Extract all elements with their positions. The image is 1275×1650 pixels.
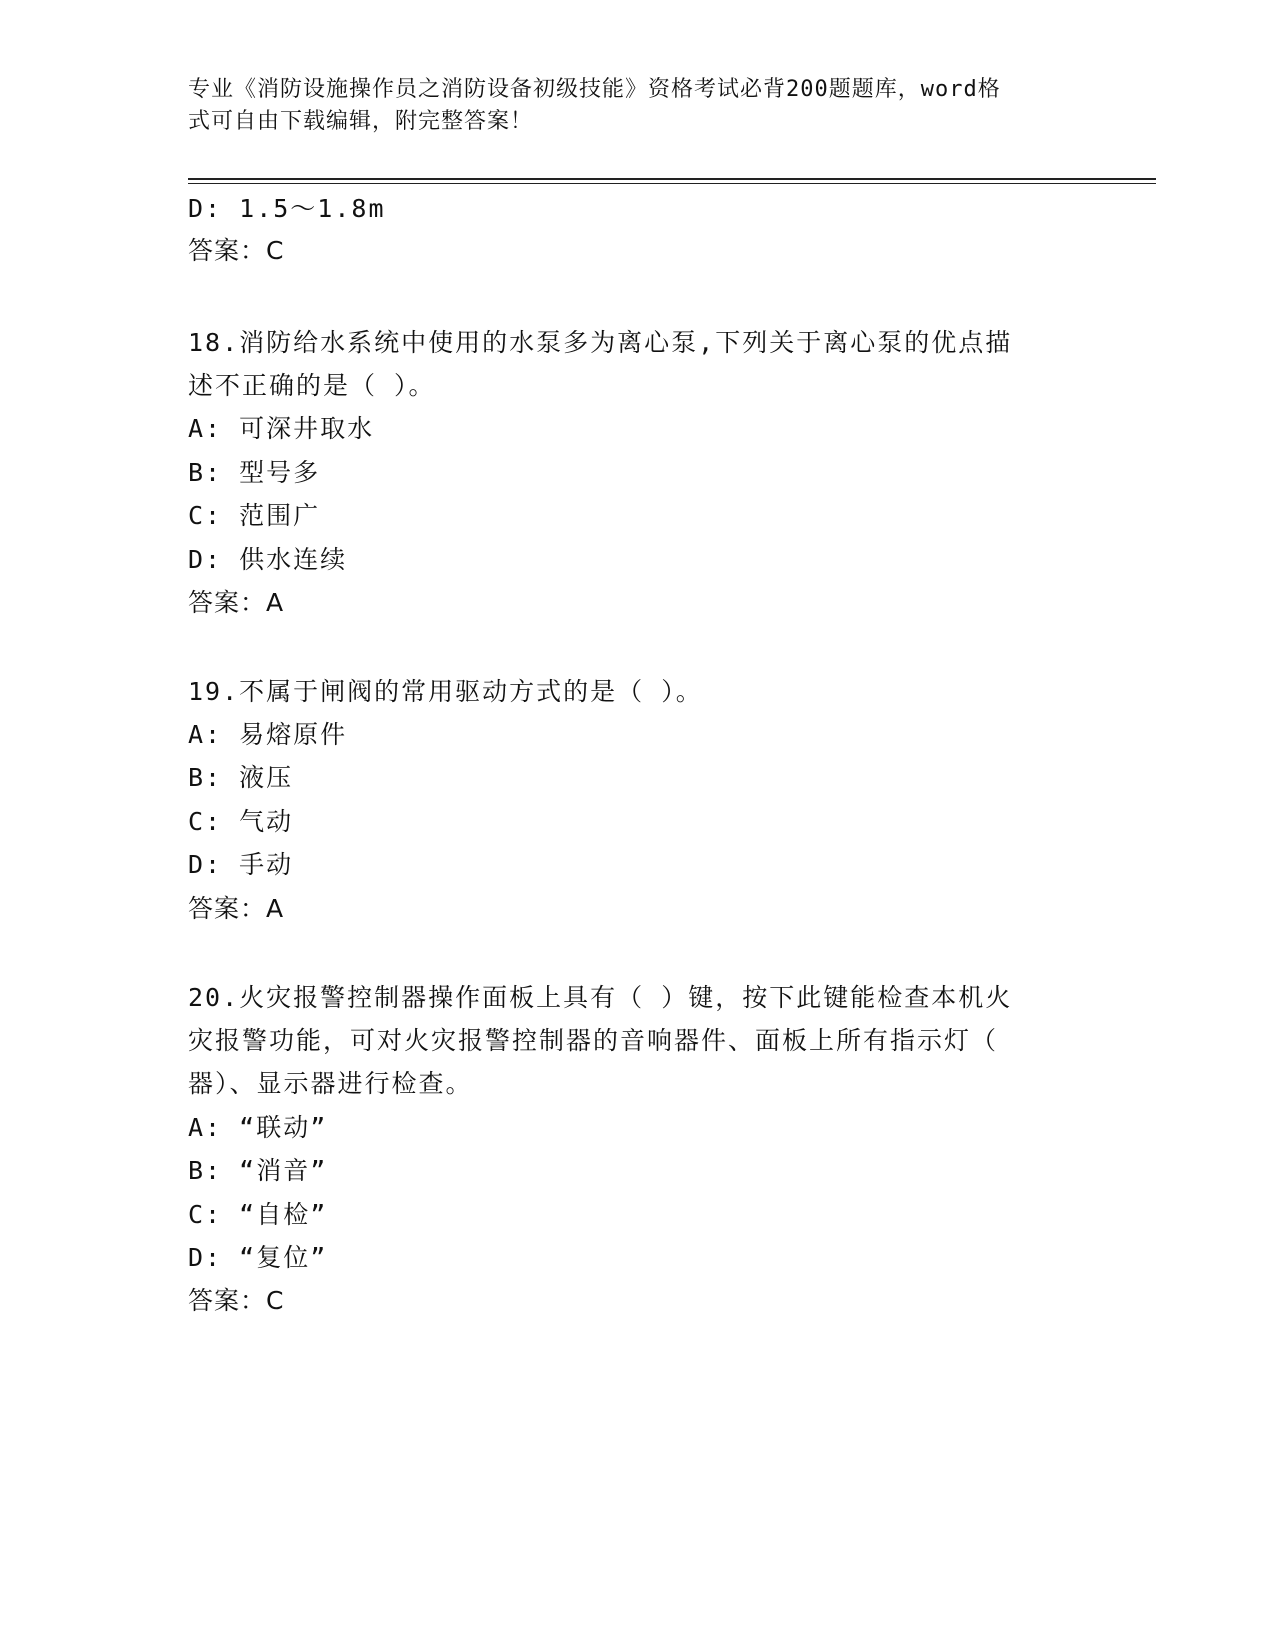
q19-option-c: C: 气动 (188, 807, 294, 836)
q19-option-a: A: 易熔原件 (188, 720, 348, 749)
q19-answer: 答案：A (188, 894, 285, 923)
header-line-1: 专业《消防设施操作员之消防设备初级技能》资格考试必背200题题库，word格 (188, 77, 1001, 102)
prev-answer: 答案：C (188, 236, 285, 265)
q18-answer: 答案：A (188, 588, 285, 617)
q20-stem-line-1: 20.火灾报警控制器操作面板上具有（ ）键，按下此键能检查本机火 (188, 983, 1013, 1012)
q20-option-b: B: “消音” (188, 1156, 328, 1185)
q18-option-d: D: 供水连续 (188, 545, 348, 574)
q20-option-a: A: “联动” (188, 1113, 328, 1142)
q19-option-b: B: 液压 (188, 763, 294, 792)
prev-option-d: D: 1.5～1.8m (188, 194, 386, 223)
q18-stem-line-2: 述不正确的是（ ）。 (188, 371, 436, 400)
q18-option-b: B: 型号多 (188, 458, 321, 487)
header-line-2: 式可自由下载编辑，附完整答案！ (188, 109, 534, 134)
q20-answer: 答案：C (188, 1286, 285, 1315)
header-divider-thick (188, 178, 1156, 180)
q20-option-c: C: “自检” (188, 1200, 328, 1229)
document-header (188, 74, 1068, 138)
q18-option-a: A: 可深井取水 (188, 414, 375, 443)
q20-option-d: D: “复位” (188, 1243, 328, 1272)
q18-stem-line-1: 18.消防给水系统中使用的水泵多为离心泵,下列关于离心泵的优点描 (188, 328, 1013, 357)
header-divider-thin (188, 183, 1156, 184)
q18-option-c: C: 范围广 (188, 501, 321, 530)
q20-stem-line-3: 器）、显示器进行检查。 (188, 1069, 473, 1098)
q19-stem-line-1: 19.不属于闸阀的常用驱动方式的是（ ）。 (188, 677, 703, 706)
q19-option-d: D: 手动 (188, 850, 294, 879)
q20-stem-line-2: 灾报警功能，可对火灾报警控制器的音响器件、面板上所有指示灯（ (188, 1026, 999, 1055)
